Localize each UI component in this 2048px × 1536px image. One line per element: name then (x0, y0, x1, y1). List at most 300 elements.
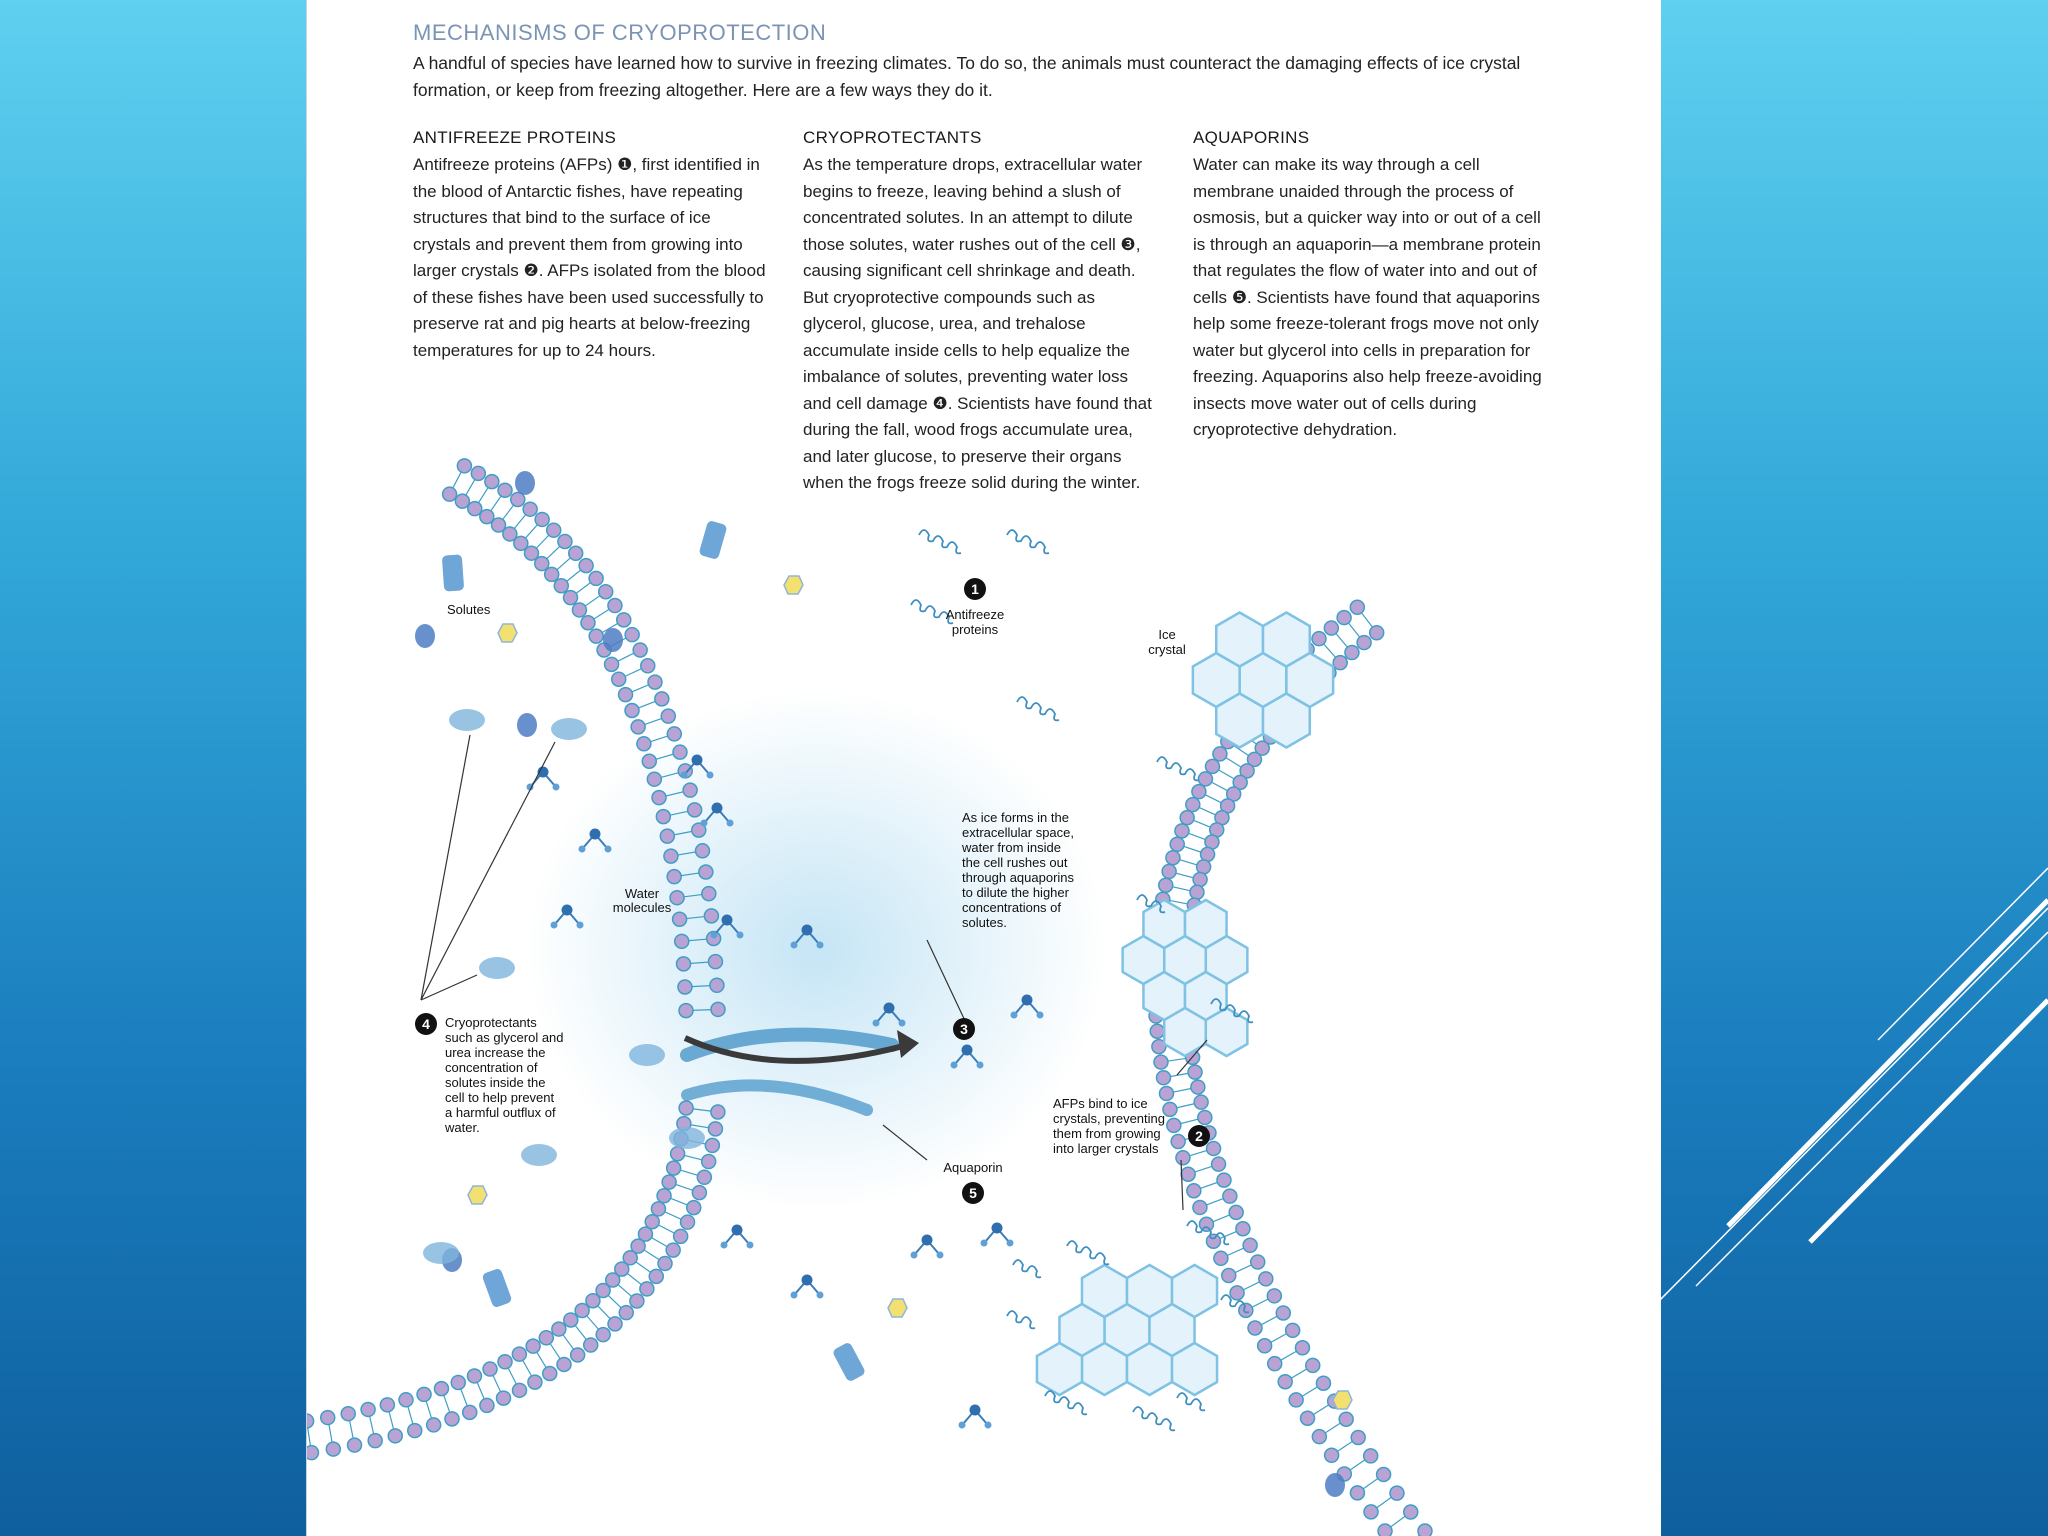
lipid-head (455, 494, 469, 508)
lipid-head (589, 571, 603, 585)
water-hydrogen (681, 772, 688, 779)
lipid-head (1377, 1467, 1391, 1481)
lipid-head (1222, 1269, 1236, 1283)
lipid-head (1268, 1357, 1282, 1371)
lipid-head (1345, 646, 1359, 660)
lipid-head (702, 1155, 716, 1169)
water-label-line1: Water (624, 886, 660, 901)
lipid-head (711, 1002, 725, 1016)
afp-coil (1157, 757, 1199, 780)
lipid-head (1159, 878, 1173, 892)
solute (468, 1186, 487, 1204)
water-hydrogen (911, 1252, 918, 1259)
cryoprotectant-cluster (479, 957, 515, 979)
lipid-head (1259, 1272, 1273, 1286)
number-1: 1 (971, 581, 979, 597)
column-title: ANTIFREEZE PROTEINS (413, 128, 617, 147)
lipid-head (662, 1175, 676, 1189)
lipid-head (608, 599, 622, 613)
water-hydrogen (605, 846, 612, 853)
lipid-head (651, 1202, 665, 1216)
lipid-head (1199, 1217, 1213, 1231)
water-hydrogen (721, 1242, 728, 1249)
caption-line: to dilute the higher (962, 885, 1069, 900)
lipid-head (692, 1186, 706, 1200)
lipid-head (1258, 1339, 1272, 1353)
ice-crystal-cell (1263, 694, 1310, 748)
lipid-head (661, 709, 675, 723)
lipid-head (1239, 1303, 1253, 1317)
lipid-head (1306, 1358, 1320, 1372)
lipid-head (575, 1304, 589, 1318)
lipid-head (480, 1398, 494, 1412)
lipid-head (642, 754, 656, 768)
lipid-head (408, 1424, 422, 1438)
cryoprotection-diagram (307, 0, 1661, 1536)
lipid-head (554, 579, 568, 593)
column-title: AQUAPORINS (1193, 128, 1310, 147)
ice-crystal-cell (1127, 1343, 1172, 1395)
water-oxygen (884, 1003, 895, 1014)
lipid-head (1205, 759, 1219, 773)
water-hydrogen (553, 784, 560, 791)
lipid-head (1217, 1173, 1231, 1187)
caption-line: extracellular space, (962, 825, 1074, 840)
solute (517, 713, 537, 737)
lipid-head (1230, 1286, 1244, 1300)
solute-rod (698, 520, 727, 560)
lipid-head (641, 659, 655, 673)
extracellular-ice-cloud (527, 690, 1107, 1210)
solute (1333, 1391, 1352, 1409)
lipid-head (535, 557, 549, 571)
number-2: 2 (1195, 1128, 1203, 1144)
lipid-head (1267, 1289, 1281, 1303)
caption-line: the cell rushes out (962, 855, 1068, 870)
lipid-head (543, 1366, 557, 1380)
lipid-head (427, 1418, 441, 1432)
lipid-head (658, 1256, 672, 1270)
lipid-head (1390, 1486, 1404, 1500)
lipid-head (545, 567, 559, 581)
lipid-head (1150, 1024, 1164, 1038)
water-oxygen (970, 1405, 981, 1416)
lipid-head (675, 934, 689, 948)
lipid-head (670, 891, 684, 905)
water-hydrogen (711, 932, 718, 939)
water-hydrogen (579, 846, 586, 853)
lipid-head (679, 1004, 693, 1018)
solutes-label: Solutes (447, 602, 491, 617)
lipid-head (483, 1362, 497, 1376)
lipid-head (678, 980, 692, 994)
lipid-head (710, 978, 724, 992)
lipid-head (619, 1306, 633, 1320)
lipid-head (417, 1387, 431, 1401)
afp-coil (1133, 1407, 1175, 1430)
number-4: 4 (422, 1016, 430, 1032)
solute (784, 576, 803, 594)
lipid-head (468, 502, 482, 516)
ice-crystal-cell (1185, 900, 1227, 948)
lipid-head (1364, 1449, 1378, 1463)
lipid-head (584, 1338, 598, 1352)
lipid-head (498, 1355, 512, 1369)
lipid-head (625, 703, 639, 717)
lipid-head (1191, 1080, 1205, 1094)
lipid-head (1160, 1086, 1174, 1100)
lipid-head (711, 1105, 725, 1119)
water-hydrogen (985, 1422, 992, 1429)
lipid-head (1295, 1341, 1309, 1355)
lipid-head (679, 1101, 693, 1115)
water-hydrogen (1011, 1012, 1018, 1019)
lipid-head (1198, 1110, 1212, 1124)
lipid-head (1289, 1393, 1303, 1407)
page-title: MECHANISMS OF CRYOPROTECTION (413, 20, 827, 45)
ice-crystal-cell (1216, 694, 1263, 748)
cryoprotectant-cluster (669, 1127, 705, 1149)
ice-label-line1: Ice (1158, 627, 1176, 642)
lipid-head (656, 810, 670, 824)
lipid-head (579, 559, 593, 573)
lipid-head (1350, 1486, 1364, 1500)
lipid-head (564, 1313, 578, 1327)
water-label-line2: molecules (612, 900, 672, 915)
lipid-head (1236, 1222, 1250, 1236)
lipid-head (608, 1317, 622, 1331)
water-hydrogen (1037, 1012, 1044, 1019)
lipid-head (664, 849, 678, 863)
lipid-head (667, 870, 681, 884)
lipid-head (708, 1122, 722, 1136)
lipid-head (1223, 1189, 1237, 1203)
column-text: Water can make its way through a cell membrane unaided through the process of osmosis, but a quicker way into or out of a cell is through an aquaporin—a membrane protein that regulates the flow of water into and out of cells ❺. Scientists have found that aquaporins help some freeze-tolerant frogs move not only water but glycerol into cells in preparation for freezing. Aquaporins also help freeze-avoiding insects move water out of cells during cryoprotective dehydration. (1193, 155, 1542, 439)
lipid-head (1324, 621, 1338, 635)
lipid-head (463, 1405, 477, 1419)
caption-line: through aquaporins (962, 870, 1075, 885)
column-text: As the temperature drops, extracellular water begins to freeze, leaving behind a slush of concentrated solutes. In an attempt to dilute those solutes, water rushes out of the cell ❸, causing significant cell shrinkage and death. But cryoprotective compounds such as glycerol, glucose, urea, and trehalose accumulate inside cells to help equalize the imbalance of solutes, preventing water loss and cell damage ❹. Scientists have found that during the fall, wood frogs accumulate urea, and later glucose, to preserve their organs when the frogs freeze solid during the winter. (803, 155, 1152, 492)
ice-crystal-cell (1082, 1343, 1127, 1395)
lipid-head (666, 1243, 680, 1257)
lipid-head (1157, 1071, 1171, 1085)
lipid-head (625, 628, 639, 642)
cryoprotectant-cluster (423, 1242, 459, 1264)
lipid-head (557, 1357, 571, 1371)
lipid-head (547, 523, 561, 537)
lipid-head (1350, 600, 1364, 614)
lipid-head (539, 1331, 553, 1345)
lipid-head (1248, 1321, 1262, 1335)
water-hydrogen (577, 922, 584, 929)
solute-rod (832, 1341, 867, 1382)
ice-crystal-cell (1082, 1265, 1127, 1317)
ice-crystal-cell (1263, 613, 1310, 667)
ice-crystal-cell (1172, 1343, 1217, 1395)
lipid-head (1339, 1412, 1353, 1426)
lipid-head (1286, 1323, 1300, 1337)
lipid-head (1418, 1524, 1432, 1536)
cryoprotectant-cluster (551, 718, 587, 740)
lipid-head (697, 1170, 711, 1184)
lipid-head (1154, 1055, 1168, 1069)
lipid-head (699, 865, 713, 879)
lipid-head (1312, 632, 1326, 646)
lipid-head (523, 502, 537, 516)
water-hydrogen (707, 772, 714, 779)
lipid-head (1213, 747, 1227, 761)
lipid-head (1404, 1505, 1418, 1519)
lipid-head (1206, 1234, 1220, 1248)
lipid-head (1364, 1505, 1378, 1519)
lipid-head (1181, 1167, 1195, 1181)
lipid-head (1229, 1205, 1243, 1219)
lipid-head (361, 1402, 375, 1416)
lipid-head (1194, 1095, 1208, 1109)
lipid-head (1301, 1411, 1315, 1425)
water-hydrogen (817, 942, 824, 949)
lipid-head (571, 1348, 585, 1362)
water-hydrogen (551, 922, 558, 929)
lipid-head (552, 1322, 566, 1336)
water-oxygen (1022, 995, 1033, 1006)
lipid-head (1333, 656, 1347, 670)
lipid-head (667, 1161, 681, 1175)
water-oxygen (802, 1275, 813, 1286)
water-hydrogen (791, 1292, 798, 1299)
ice-label-line2: crystal (1148, 642, 1186, 657)
water-hydrogen (737, 932, 744, 939)
cryoprotectant-cluster (629, 1044, 665, 1066)
lipid-head (617, 613, 631, 627)
solute (603, 628, 623, 652)
lipid-head (695, 844, 709, 858)
water-hydrogen (981, 1240, 988, 1247)
lipid-head (1193, 872, 1207, 886)
solute-rod (481, 1268, 512, 1309)
caption-line: them from growing (1053, 1126, 1161, 1141)
lipid-head (673, 912, 687, 926)
lipid-head (1192, 785, 1206, 799)
caption-line: water. (445, 1120, 480, 1135)
water-hydrogen (817, 1292, 824, 1299)
afp-coil (1177, 1393, 1205, 1410)
lipid-head (648, 675, 662, 689)
water-oxygen (590, 829, 601, 840)
afp-coil (1017, 697, 1059, 720)
lipid-head (1312, 1430, 1326, 1444)
number-5: 5 (969, 1185, 977, 1201)
lipid-head (1370, 626, 1384, 640)
water-oxygen (962, 1045, 973, 1056)
solute (415, 624, 435, 648)
lipid-head (496, 1391, 510, 1405)
lipid-head (569, 546, 583, 560)
lipid-head (388, 1429, 402, 1443)
lipid-head (673, 745, 687, 759)
aquaporin-label: Aquaporin (943, 1160, 1003, 1175)
lipid-head (1162, 864, 1176, 878)
cryoprotectant-cluster (449, 709, 485, 731)
lipid-head (341, 1407, 355, 1421)
water-oxygen (922, 1235, 933, 1246)
deco-line (1810, 1000, 2048, 1242)
solute (1325, 1473, 1345, 1497)
lipid-head (451, 1375, 465, 1389)
ice-crystal-cell (1206, 1008, 1248, 1056)
lipid-head (1176, 1151, 1190, 1165)
lipid-head (1171, 1135, 1185, 1149)
lipid-head (633, 643, 647, 657)
lipid-head (443, 487, 457, 501)
water-oxygen (802, 925, 813, 936)
lipid-head (368, 1434, 382, 1448)
lipid-head (683, 783, 697, 797)
lipid-head (589, 629, 603, 643)
water-oxygen (562, 905, 573, 916)
caption-line: concentrations of (962, 900, 1062, 915)
lipid-head (348, 1438, 362, 1452)
intro-paragraph: A handful of species have learned how to survive in freezing climates. To do so, the animals must counteract the damaging effects of ice crystal formation, or keep from freezing altogether. Here are a few ways they do it. (413, 53, 1521, 100)
lipid-head (564, 591, 578, 605)
deco-line (1696, 932, 2048, 1286)
lipid-head (1180, 811, 1194, 825)
lipid-head (687, 1201, 701, 1215)
afp-coil (1007, 530, 1049, 553)
lipid-head (1170, 837, 1184, 851)
column-text: Antifreeze proteins (AFPs) ❶, first identified in the blood of Antarctic fishes, have repeating structures that bind to the surface of ice crystals and prevent them from growing into larger crystals ❷. AFPs isolated from the blood of these fishes have been used successfully to preserve rat and pig hearts at below-freezing temperatures for up to 24 hours. (413, 155, 766, 360)
column-title: CRYOPROTECTANTS (803, 128, 982, 147)
caption-line: Cryoprotectants (445, 1015, 537, 1030)
lipid-head (1163, 1102, 1177, 1116)
water-oxygen (712, 803, 723, 814)
lipid-head (1357, 636, 1371, 650)
ice-forms-caption (961, 810, 1075, 930)
deco-line (1660, 908, 2048, 1300)
lipid-head (1243, 1238, 1257, 1252)
lipid-head (1167, 1118, 1181, 1132)
water-hydrogen (727, 820, 734, 827)
caption-line: solutes inside the (445, 1075, 546, 1090)
water-hydrogen (959, 1422, 966, 1429)
solute (888, 1299, 907, 1317)
lipid-head (307, 1414, 314, 1428)
lipid-head (1187, 1184, 1201, 1198)
lipid-head (660, 829, 674, 843)
water-hydrogen (937, 1252, 944, 1259)
lipid-head (657, 1189, 671, 1203)
solute (515, 471, 535, 495)
lipid-head (1198, 772, 1212, 786)
afp-label-line1: Antifreeze (945, 607, 1005, 622)
lipid-head (652, 791, 666, 805)
caption-line: AFPs bind to ice (1053, 1096, 1148, 1111)
lipid-head (399, 1393, 413, 1407)
lipid-head (674, 1229, 688, 1243)
water-hydrogen (951, 1062, 958, 1069)
water-oxygen (722, 915, 733, 926)
lipid-head (1276, 1306, 1290, 1320)
lipid-head (528, 1375, 542, 1389)
lipid-head (1212, 1157, 1226, 1171)
caption-line: urea increase the (445, 1045, 546, 1060)
lipid-head (1251, 1255, 1265, 1269)
ice-crystal-cell (1172, 1265, 1217, 1317)
lipid-head (445, 1412, 459, 1426)
lipid-head (705, 1138, 719, 1152)
lipid-head (631, 720, 645, 734)
deco-line (1878, 868, 2048, 1040)
lipid-head (1325, 1448, 1339, 1462)
lipid-head (1278, 1375, 1292, 1389)
afp-coil (1067, 1241, 1109, 1264)
ice-crystal-cell (1216, 613, 1263, 667)
lipid-head (1175, 824, 1189, 838)
lipid-head (485, 475, 499, 489)
lipid-head (581, 616, 595, 630)
decorative-slide-lines (1660, 860, 2048, 1320)
caption-line: cell to help prevent (445, 1090, 555, 1105)
lipid-head (612, 672, 626, 686)
lipid-head (671, 1147, 685, 1161)
lipid-head (1207, 1141, 1221, 1155)
water-hydrogen (747, 1242, 754, 1249)
lipid-head (572, 603, 586, 617)
lipid-head (702, 887, 716, 901)
lipid-head (619, 688, 633, 702)
afp-coil (1045, 1391, 1087, 1414)
lipid-head (649, 1269, 663, 1283)
afps-bind-caption (1053, 1096, 1165, 1156)
caption-line: concentration of (445, 1060, 538, 1075)
ice-crystal-cell (1127, 1265, 1172, 1317)
water-hydrogen (791, 942, 798, 949)
lipid-head (535, 512, 549, 526)
lipid-head (467, 1369, 481, 1383)
lipid-head (630, 1294, 644, 1308)
water-oxygen (992, 1223, 1003, 1234)
water-oxygen (692, 755, 703, 766)
cryoprotectants-caption (444, 1015, 564, 1135)
lipid-head (681, 1215, 695, 1229)
lipid-head (1193, 1200, 1207, 1214)
lipid-head (1316, 1376, 1330, 1390)
caption-line: crystals, preventing (1053, 1111, 1165, 1126)
lipid-head (513, 1383, 527, 1397)
lipid-head (655, 692, 669, 706)
solute-rod (442, 554, 464, 591)
lipid-head (471, 466, 485, 480)
lipid-head (640, 1282, 654, 1296)
afp-coil (1013, 1260, 1041, 1277)
caption-line: into larger crystals (1053, 1141, 1159, 1156)
lipid-head (457, 459, 471, 473)
lipid-head (677, 957, 691, 971)
lipid-head (321, 1411, 335, 1425)
lipid-head (526, 1339, 540, 1353)
article-page (306, 0, 1661, 1536)
lipid-head (1214, 1251, 1228, 1265)
lipid-head (1186, 798, 1200, 812)
ice-crystal-cell (1037, 1343, 1082, 1395)
lipid-head (380, 1398, 394, 1412)
lipid-head (596, 1328, 610, 1342)
water-hydrogen (873, 1020, 880, 1027)
lipid-head (1378, 1524, 1392, 1536)
lipid-head (498, 483, 512, 497)
caption-line: solutes. (962, 915, 1007, 930)
caption-line: such as glycerol and (445, 1030, 564, 1045)
